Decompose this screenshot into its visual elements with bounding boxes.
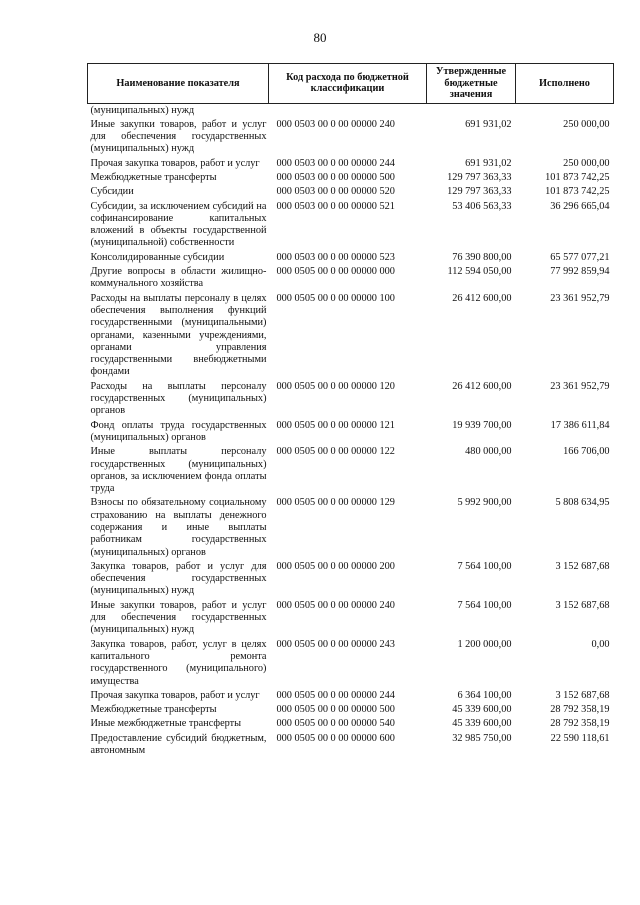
row-executed-value: 101 873 742,25: [545, 171, 610, 183]
row-approved-value: 7 564 100,00: [457, 599, 512, 611]
row-expense-code: 000 0505 00 0 00 00000 500: [276, 704, 395, 716]
row-approved-value: 32 985 750,00: [452, 732, 512, 744]
row-indicator-name: Иные закупки товаров, работ и услуг для обеспечения государственных (муниципальных) нужд: [90, 599, 267, 636]
row-executed-value: [516, 103, 614, 118]
row-indicator-name: Закупка товаров, работ и услуг для обеспечения государственных (муниципальных) нужд: [90, 560, 267, 597]
row-expense-code: 000 0505 00 0 00 00000 120: [276, 380, 395, 392]
table-row: [88, 496, 614, 559]
table-row: [88, 732, 614, 759]
row-approved-value: 76 390 800,00: [452, 251, 512, 263]
row-indicator-name: Иные закупки товаров, работ и услуг для обеспечения государственных (муниципальных) нужд: [90, 118, 267, 155]
row-indicator-name: Межбюджетные трансферты: [90, 171, 217, 183]
row-approved-value: 53 406 563,33: [452, 200, 512, 212]
table-row: [88, 689, 614, 703]
row-approved-value: 5 992 900,00: [457, 497, 512, 509]
row-indicator-name: Фонд оплаты труда государственных (муниципальных) органов: [90, 419, 267, 443]
row-expense-code: 000 0503 00 0 00 00000 523: [276, 251, 395, 263]
row-indicator-name: Взносы по обязательному социальному страхованию на выплаты денежного содержания и иные выплаты работникам государственных (муниципальных) органов: [90, 497, 267, 558]
row-approved-value: [427, 103, 516, 118]
table-row: [88, 292, 614, 380]
row-expense-code: 000 0505 00 0 00 00000 600: [276, 732, 395, 744]
row-indicator-name: Межбюджетные трансферты: [90, 704, 217, 716]
table-header-row: [88, 64, 614, 104]
row-indicator-name: Субсидии: [90, 186, 134, 198]
row-executed-value: 250 000,00: [563, 118, 610, 130]
row-approved-value: 26 412 600,00: [452, 380, 512, 392]
row-expense-code: 000 0505 00 0 00 00000 244: [276, 689, 395, 701]
row-expense-code: 000 0503 00 0 00 00000 521: [276, 200, 395, 212]
table-row: [88, 103, 614, 118]
row-executed-value: 5 808 634,95: [555, 497, 610, 509]
row-expense-code: 000 0505 00 0 00 00000 129: [276, 497, 395, 509]
table-row: [88, 157, 614, 171]
table-row: [88, 380, 614, 419]
row-indicator-name: Прочая закупка товаров, работ и услуг: [90, 157, 260, 169]
page-number: 80: [313, 30, 327, 45]
row-indicator-name: Консолидированные субсидии: [90, 251, 225, 263]
row-indicator-name: Закупка товаров, работ, услуг в целях капитального ремонта государственного (муниципального) имущества: [90, 638, 267, 687]
row-expense-code: 000 0505 00 0 00 00000 240: [276, 599, 395, 611]
row-approved-value: 7 564 100,00: [457, 560, 512, 572]
header-executed: Исполнено: [516, 64, 614, 104]
table-row: [88, 638, 614, 689]
row-expense-code: 000 0503 00 0 00 00000 500: [276, 171, 395, 183]
row-expense-code: 000 0505 00 0 00 00000 243: [276, 638, 395, 650]
table-row: [88, 717, 614, 731]
row-approved-value: 6 364 100,00: [457, 689, 512, 701]
row-expense-code: 000 0505 00 0 00 00000 100: [276, 292, 395, 304]
header-indicator-name: Наименование показателя: [88, 64, 269, 104]
row-indicator-name: Субсидии, за исключением субсидий на софинансирование капитальных вложений в объекты государственной (муниципальной) собственности: [90, 200, 267, 249]
row-approved-value: 45 339 600,00: [452, 704, 512, 716]
row-approved-value: 19 939 700,00: [452, 419, 512, 431]
row-indicator-name: Другие вопросы в области жилищно-коммунального хозяйства: [90, 266, 267, 290]
table-row: [88, 419, 614, 446]
row-expense-code: 000 0505 00 0 00 00000 121: [276, 419, 395, 431]
row-executed-value: 23 361 952,79: [550, 380, 610, 392]
row-indicator-name: Расходы на выплаты персоналу в целях обеспечения выполнения функций государственными (муниципальными) органами, казенными учреждениями, органами управления государственными внебюджетными фондами: [90, 292, 267, 378]
row-approved-value: 1 200 000,00: [457, 638, 512, 650]
row-executed-value: 0,00: [591, 638, 610, 650]
table-row: [88, 599, 614, 638]
row-executed-value: 28 792 358,19: [550, 704, 610, 716]
row-executed-value: 101 873 742,25: [545, 186, 610, 198]
row-expense-code: [269, 103, 427, 118]
row-approved-value: 112 594 050,00: [447, 266, 512, 278]
table-row: [88, 118, 614, 157]
row-expense-code: 000 0503 00 0 00 00000 240: [276, 118, 395, 130]
row-expense-code: 000 0505 00 0 00 00000 200: [276, 560, 395, 572]
row-executed-value: 36 296 665,04: [550, 200, 610, 212]
row-executed-value: 77 992 859,94: [550, 266, 610, 278]
row-executed-value: 28 792 358,19: [550, 718, 610, 730]
budget-execution-table: [87, 63, 614, 758]
row-executed-value: 250 000,00: [563, 157, 610, 169]
row-approved-value: 691 931,02: [465, 157, 512, 169]
table-row: [88, 560, 614, 599]
budget-table-container: [87, 63, 613, 758]
header-expense-code: Код расхода по бюджетной классификации: [269, 64, 427, 104]
row-executed-value: 3 152 687,68: [555, 560, 610, 572]
table-row: [88, 265, 614, 292]
table-row: [88, 703, 614, 717]
row-approved-value: 691 931,02: [465, 118, 512, 130]
header-approved-values: Утвержденные бюджетные значения: [427, 64, 516, 104]
row-executed-value: 22 590 118,61: [550, 732, 610, 744]
row-expense-code: 000 0505 00 0 00 00000 540: [276, 718, 395, 730]
row-approved-value: 45 339 600,00: [452, 718, 512, 730]
table-row: [88, 445, 614, 496]
table-row: [88, 251, 614, 265]
row-executed-value: 3 152 687,68: [555, 689, 610, 701]
row-approved-value: 26 412 600,00: [452, 292, 512, 304]
row-indicator-name: Иные выплаты персоналу государственных (муниципальных) органов, за исключением фонда оплаты труда: [90, 446, 267, 495]
table-row: [88, 171, 614, 185]
row-approved-value: 129 797 363,33: [447, 171, 512, 183]
table-row: [88, 200, 614, 251]
row-executed-value: 166 706,00: [563, 446, 610, 458]
row-indicator-name: Предоставление субсидий бюджетным, автономным: [90, 732, 267, 757]
row-expense-code: 000 0503 00 0 00 00000 244: [276, 157, 395, 169]
row-expense-code: 000 0505 00 0 00 00000 000: [276, 266, 395, 278]
row-indicator-name: Иные межбюджетные трансферты: [90, 718, 242, 730]
row-executed-value: 23 361 952,79: [550, 292, 610, 304]
row-executed-value: 3 152 687,68: [555, 599, 610, 611]
table-body: [88, 103, 614, 758]
row-executed-value: 17 386 611,84: [550, 419, 610, 431]
row-indicator-name: (муниципальных) нужд: [90, 104, 195, 116]
row-expense-code: 000 0505 00 0 00 00000 122: [276, 446, 395, 458]
row-executed-value: 65 577 077,21: [550, 251, 610, 263]
row-approved-value: 480 000,00: [465, 446, 512, 458]
row-indicator-name: Прочая закупка товаров, работ и услуг: [90, 689, 260, 701]
row-expense-code: 000 0503 00 0 00 00000 520: [276, 186, 395, 198]
row-approved-value: 129 797 363,33: [447, 186, 512, 198]
row-indicator-name: Расходы на выплаты персоналу государственных (муниципальных) органов: [90, 380, 267, 417]
table-row: [88, 185, 614, 199]
